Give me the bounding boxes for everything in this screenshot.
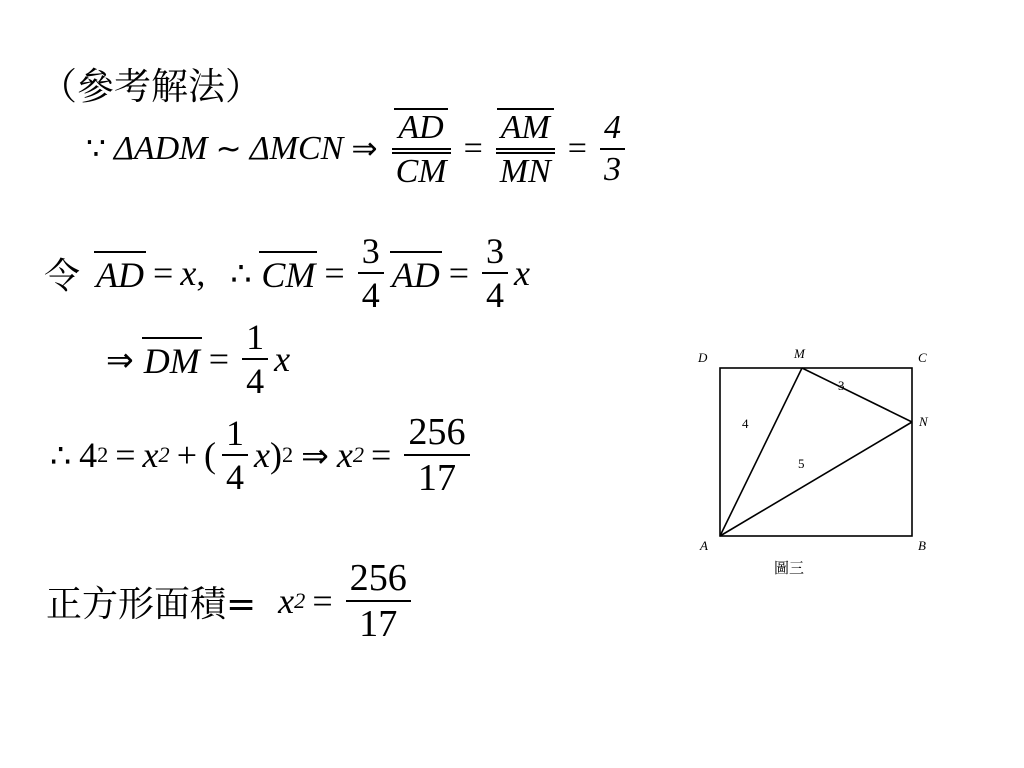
exponent-2-e: 2 (294, 588, 306, 614)
vertex-label-m: M (794, 346, 805, 361)
segment-cm-denominator: CM (392, 152, 451, 190)
denominator-4: 4 (226, 457, 244, 498)
plus-sign: + (176, 435, 197, 476)
dm-equation-line (98, 318, 290, 400)
reference-solution-title (40, 56, 262, 110)
triangle-adm: ΔADM (113, 130, 208, 168)
line-an (720, 422, 912, 536)
vertex-label-a: A (700, 538, 708, 553)
vertex-label-d: D (698, 350, 708, 365)
numerator-3: 3 (486, 231, 505, 271)
variable-x-6: x (336, 435, 353, 476)
let-label: 令 (44, 255, 81, 297)
exponent-2-a: 2 (97, 442, 109, 468)
denominator-17: 17 (417, 457, 457, 500)
variable-x-3: x (274, 339, 291, 380)
exponent-2-b: 2 (158, 442, 170, 468)
let-ad-equals-x-line (44, 232, 530, 314)
side-length-an: 5 (798, 456, 805, 471)
equals-2: = (567, 130, 587, 168)
segment-ad-numerator: AD (394, 108, 447, 146)
segment-am-numerator: AM (497, 108, 554, 146)
equals-4: = (324, 253, 345, 294)
vertex-label-c: C (918, 350, 927, 365)
square-area-line (46, 558, 417, 645)
comma: , (196, 253, 206, 294)
line-mn (802, 368, 912, 422)
equals-3: = (153, 253, 174, 294)
fraction-bar (496, 148, 555, 150)
therefore-symbol-2: ∴ (50, 435, 72, 475)
equals-8: = (371, 435, 392, 476)
numerator-1: 1 (226, 413, 244, 454)
fraction-bar (404, 454, 469, 456)
numerator-4: 4 (603, 109, 621, 146)
therefore-symbol-1: ∴ (230, 253, 252, 293)
numerator-256: 256 (349, 557, 407, 599)
fraction-three-quarters-b (482, 232, 508, 314)
equals-9: = (312, 581, 333, 622)
equals-6: = (208, 339, 230, 380)
implies-symbol-2: ⇒ (106, 339, 134, 379)
denominator-4: 4 (486, 275, 505, 316)
pythagorean-equation-line (42, 412, 476, 499)
variable-x-2: x (514, 253, 530, 294)
triangle-mcn: ΔMCN (249, 130, 344, 168)
fraction-three-quarters-a (358, 232, 384, 314)
variable-x-1: x (180, 253, 197, 294)
fraction-bar (358, 272, 384, 274)
fraction-256-over-17-a (404, 412, 469, 499)
open-paren: ( (204, 435, 216, 476)
variable-x-5: x (254, 435, 270, 476)
numerator-3: 3 (361, 231, 380, 271)
fraction-bar (242, 358, 268, 360)
variable-x-7: x (278, 581, 295, 622)
segment-cm: CM (259, 251, 317, 296)
fraction-bar (392, 148, 451, 150)
equals-5: = (448, 253, 470, 294)
vertex-label-b: B (918, 538, 926, 553)
figure-caption: 圖三 (774, 559, 805, 577)
figure-svg (690, 340, 942, 570)
similar-triangles-line (78, 108, 631, 190)
segment-ad: AD (94, 251, 146, 296)
fraction-one-quarter-b (222, 414, 248, 496)
denominator-4: 4 (246, 361, 265, 402)
exponent-2-d: 2 (352, 442, 365, 468)
side-length-mn: 3 (838, 378, 845, 393)
fraction-am-over-mn (496, 108, 555, 190)
numerator-256: 256 (408, 411, 466, 453)
segment-ad-2: AD (390, 251, 442, 296)
area-label: 正方形面積= (46, 583, 257, 625)
similar-symbol: ~ (215, 131, 242, 168)
equals-1: = (463, 130, 483, 168)
fraction-bar (346, 600, 411, 602)
segment-mn-denominator: MN (496, 152, 555, 190)
denominator-17: 17 (359, 603, 398, 646)
title-text: （參考解法） (40, 65, 262, 108)
close-paren: ) (269, 435, 282, 476)
numerator-1: 1 (246, 317, 265, 357)
variable-x-4: x (142, 435, 159, 476)
geometry-figure (690, 340, 942, 590)
because-symbol: ∵ (86, 131, 106, 168)
side-length-am: 4 (742, 416, 749, 431)
exponent-2-c: 2 (281, 442, 294, 468)
denominator-3: 3 (603, 151, 621, 189)
denominator-4: 4 (361, 275, 380, 316)
equals-7: = (115, 435, 136, 476)
number-4: 4 (79, 435, 98, 476)
fraction-bar (222, 454, 248, 456)
segment-dm: DM (142, 337, 202, 382)
vertex-label-n: N (919, 414, 928, 429)
implies-symbol-1: ⇒ (351, 131, 378, 168)
implies-symbol-3: ⇒ (301, 435, 329, 475)
fraction-bar (482, 272, 508, 274)
square-abcd (720, 368, 912, 536)
fraction-one-quarter-a (242, 318, 268, 400)
fraction-ad-over-cm (392, 108, 451, 190)
fraction-256-over-17-b (346, 558, 411, 645)
fraction-bar (600, 148, 625, 150)
fraction-four-thirds (600, 110, 625, 188)
